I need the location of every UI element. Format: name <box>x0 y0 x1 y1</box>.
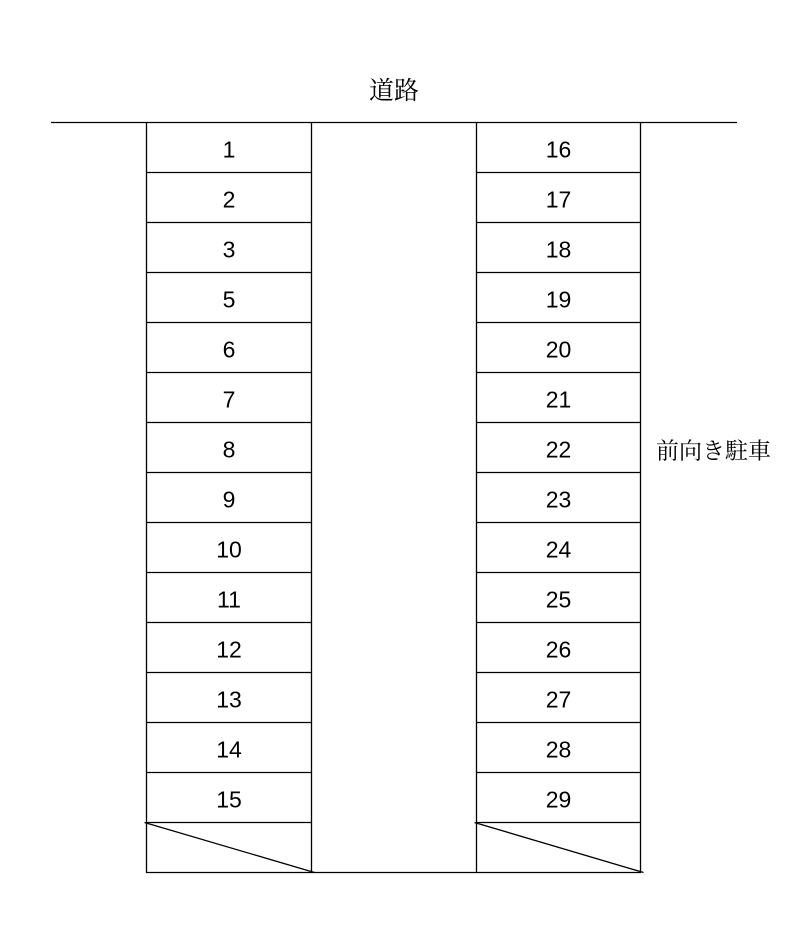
parking-space-number: 15 <box>216 786 242 812</box>
parking-space-number: 26 <box>545 636 572 662</box>
parking-space-number: 7 <box>222 386 236 412</box>
parking-space-number: 6 <box>222 336 236 362</box>
parking-space-number: 13 <box>216 686 242 712</box>
parking-space-number: 20 <box>545 336 572 362</box>
parking-space-number: 8 <box>222 436 236 462</box>
parking-space-number: 28 <box>545 736 572 762</box>
parking-space-number: 12 <box>216 636 242 662</box>
parking-space-number: 27 <box>545 686 572 712</box>
parking-space-number: 14 <box>216 736 242 762</box>
road-label: 道路 <box>368 76 420 105</box>
parking-space-number: 24 <box>545 536 572 562</box>
parking-space-number: 3 <box>222 236 236 262</box>
parking-space-number: 17 <box>545 186 572 212</box>
parking-space-number: 16 <box>545 136 572 162</box>
parking-space-number: 22 <box>545 436 572 462</box>
parking-note: 前向き駐車 <box>656 438 771 465</box>
parking-space-number: 10 <box>216 536 242 562</box>
parking-space-number: 5 <box>222 286 236 312</box>
parking-space-number: 2 <box>222 186 236 212</box>
unused-space-diagonal <box>475 823 644 873</box>
parking-space-number: 25 <box>545 586 572 612</box>
parking-space-number: 1 <box>222 136 236 162</box>
parking-space-number: 23 <box>545 486 572 512</box>
parking-space-number: 18 <box>545 236 572 262</box>
unused-space-diagonal <box>145 823 315 873</box>
parking-space-number: 11 <box>217 586 241 612</box>
parking-space-number: 21 <box>545 386 572 412</box>
parking-space-number: 9 <box>222 486 236 512</box>
parking-space-number: 19 <box>545 286 572 312</box>
parking-space-number: 29 <box>545 786 572 812</box>
